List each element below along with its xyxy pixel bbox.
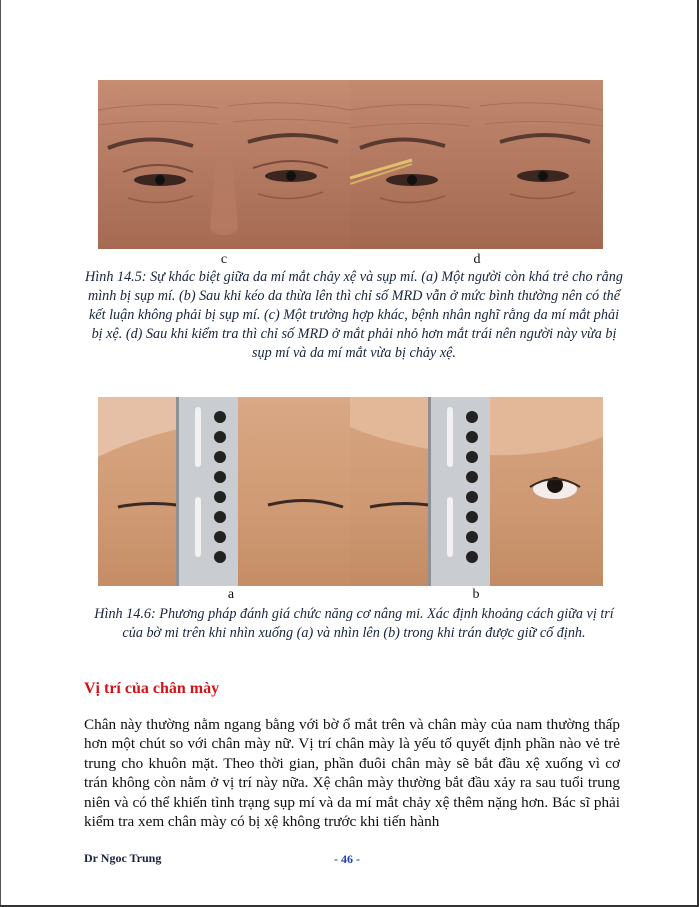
- figure-label-d: d: [473, 252, 481, 267]
- footer-page-number: - 46 -: [334, 852, 360, 866]
- figure-14-6-caption: Hình 14.6: Phương pháp đánh giá chức năng cơ nâng mi. Xác định khoảng cách giữa vị trí của bờ mi trên khi nhìn xuống (a) và nhìn lên (b) trong khi trán được giữ cố định.: [94, 606, 614, 641]
- section-heading: Vị trí của chân mày: [84, 680, 220, 697]
- figure-14-5-caption: Hình 14.5: Sự khác biệt giữa da mí mắt chảy xệ và sụp mí. (a) Một người còn khá trẻ cho rằng mình bị sụp mí. (b) Sau khi kéo da thừa lên thì chỉ số MRD vẫn ở mức bình thường nên có thể kết luận không phải bị sụp mí. (c) Một trường hợp khác, bệnh nhân nghĩ rằng da mí mắt phải bị xệ. (d) Sau khi kiểm tra thì chỉ số MRD ở mắt phải nhỏ hơn mắt trái nên người này vừa bị sụp mí và da mí mắt vừa bị chảy xệ.: [85, 269, 623, 361]
- photo-14-5-c: [98, 80, 350, 249]
- figure-label-c: c: [220, 252, 228, 267]
- photo-14-6-a: [98, 397, 350, 586]
- figure-label-b: b: [472, 587, 480, 602]
- photo-14-5-d: [350, 80, 603, 249]
- footer-author: Dr Ngoc Trung: [84, 851, 162, 865]
- body-paragraph: Chân này thường nằm ngang bằng với bờ ổ mắt trên và chân mày của nam thường thấp hơn một chút so với chân mày nữ. Vị trí chân mày là yếu tố quyết định phần nào vẻ trẻ trung cho khuôn mặt. Theo thời gian, phần đuôi chân mày sẽ bắt đầu xệ xuống vì cơ trán không còn nằm ở vị trí này nữa. Xệ chân mày thường bắt đầu xảy ra sau tuổi trung niên và có thể khiến tình trạng sụp mí và da mí mắt chảy xệ thêm nặng hơn. Bác sĩ phải kiểm tra xem chân mày có bị xệ không trước khi tiến hành: [84, 716, 620, 831]
- photo-14-6-b: [350, 397, 603, 586]
- page-border-left: [0, 0, 1, 907]
- figure-label-a: a: [227, 587, 235, 602]
